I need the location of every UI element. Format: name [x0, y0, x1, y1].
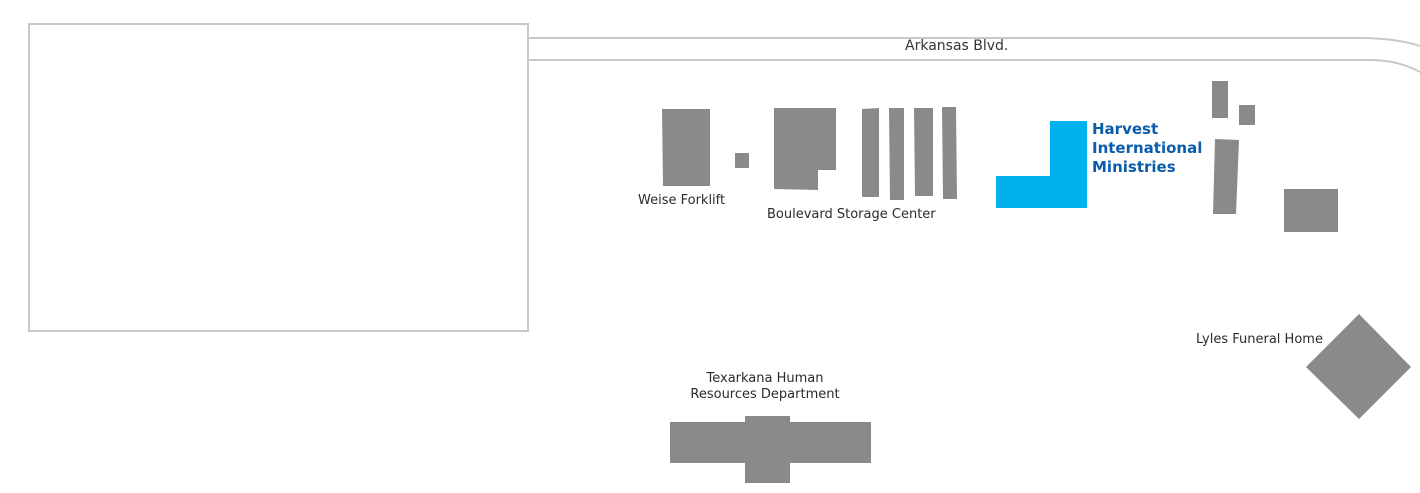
building-harvest-international-ministries[interactable]	[996, 121, 1087, 208]
building-storage-row-2	[889, 108, 904, 200]
building-right-small-1	[1212, 81, 1228, 118]
building-right-tall	[1213, 139, 1239, 214]
building-right-block	[1284, 189, 1338, 232]
label-weise-forklift: Weise Forklift	[638, 193, 726, 208]
label-harvest-line-1: Harvest	[1092, 120, 1159, 138]
road-label-arkansas-blvd: Arkansas Blvd.	[905, 38, 1009, 54]
label-harvest-line-3: Ministries	[1092, 158, 1176, 176]
building-small-shed	[735, 153, 749, 168]
building-storage-row-3	[914, 108, 933, 196]
label-texarkana-hr	[670, 371, 860, 402]
label-texarkana-hr-line-2: Resources Department	[690, 386, 840, 402]
label-texarkana-hr-line-1: Texarkana Human	[706, 371, 824, 386]
building-weise-forklift	[662, 109, 710, 186]
building-storage-row-1	[862, 108, 879, 197]
building-storage-main	[774, 108, 836, 190]
label-boulevard-storage-center: Boulevard Storage Center	[767, 207, 936, 222]
building-right-small-2	[1239, 105, 1255, 125]
label-lyles-funeral-home: Lyles Funeral Home	[1196, 332, 1323, 347]
road-edge-bottom	[528, 60, 1420, 72]
building-lyles-funeral-home	[1306, 314, 1411, 419]
building-storage-row-4	[942, 107, 957, 199]
building-texarkana-hr	[670, 416, 871, 483]
label-harvest-line-2: International	[1092, 139, 1203, 157]
label-harvest-international-ministries[interactable]	[1092, 120, 1202, 177]
parcel-outline	[29, 24, 528, 331]
